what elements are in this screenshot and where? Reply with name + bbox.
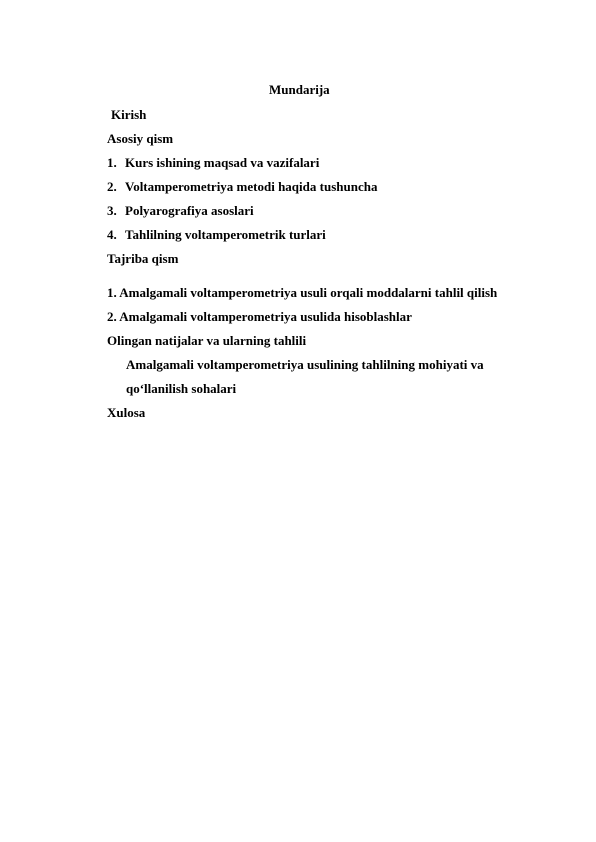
toc-item-number: 2.	[107, 179, 117, 194]
toc-item-experimental-2: 2. Amalgamali voltamperometriya usulida hisoblashlar	[107, 309, 412, 324]
toc-item-main-4	[107, 227, 326, 243]
toc-item-text: Voltamperometriya metodi haqida tushuncha	[125, 179, 378, 194]
toc-item-conclusion: Xulosa	[107, 405, 146, 420]
toc-item-results-sub-line1: Amalgamali voltamperometriya usulining tahlilning mohiyati va	[126, 357, 484, 372]
toc-item-main-3	[107, 203, 254, 219]
toc-item-results-sub-line2: qo‘llanilish sohalari	[126, 381, 237, 396]
toc-item-number: 1.	[107, 155, 117, 170]
toc-item-results: Olingan natijalar va ularning tahlili	[107, 333, 307, 348]
toc-item-experimental-1: 1. Amalgamali voltamperometriya usuli orqali moddalarni tahlil qilish	[107, 285, 498, 300]
toc-item-main-1	[107, 155, 319, 171]
page-title: Mundarija	[269, 82, 330, 97]
toc-item-main-2	[107, 179, 377, 195]
toc-item-main-part: Asosiy qism	[107, 131, 174, 146]
toc-item-text: Kurs ishining maqsad va vazifalari	[125, 155, 320, 170]
toc-item-experimental-part: Tajriba qism	[107, 251, 179, 266]
toc-item-number: 3.	[107, 203, 117, 218]
toc-item-intro: Kirish	[111, 107, 147, 122]
toc-item-text: Polyarografiya asoslari	[125, 203, 254, 218]
toc-item-number: 4.	[107, 227, 117, 242]
toc-item-text: Tahlilning voltamperometrik turlari	[125, 227, 326, 242]
